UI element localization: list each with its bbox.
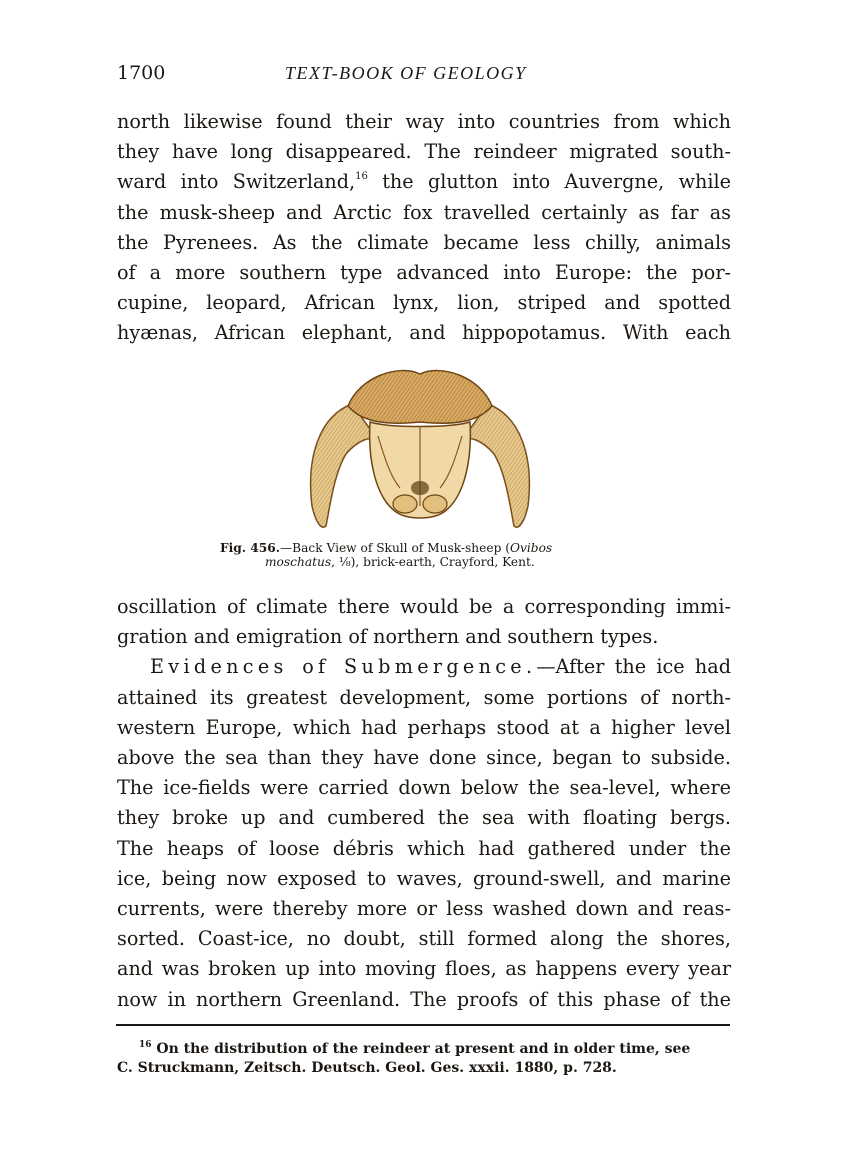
footnote-line-1 bbox=[117, 1040, 729, 1059]
running-head bbox=[117, 62, 732, 88]
text-line: gration and emigration of northern and southern types. bbox=[117, 625, 659, 649]
text-line: attained its greatest development, some portions of north- bbox=[117, 685, 731, 709]
text-line: The heaps of loose débris which had gathered under the bbox=[117, 836, 731, 860]
text-fragment: the glutton into Auvergne, while bbox=[367, 170, 731, 194]
text-line: of a more southern type advanced into Europe: the por- bbox=[117, 261, 731, 285]
text-line: hyænas, African elephant, and hippopotamus. With each bbox=[117, 321, 731, 345]
figure-caption-line-1 bbox=[220, 541, 650, 555]
text-line: sorted. Coast-ice, no doubt, still formed along the shores, bbox=[117, 927, 731, 951]
footnote bbox=[117, 1040, 729, 1078]
section-heading: Evidences of Submergence. bbox=[150, 655, 537, 679]
text-line: they have long disappeared. The reindeer migrated south- bbox=[117, 140, 731, 164]
footnote-text: On the distribution of the reindeer at present and in older time, see bbox=[151, 1041, 691, 1057]
text-line: western Europe, which had perhaps stood at a higher level bbox=[117, 715, 731, 739]
text-line: The ice-fields were carried down below the sea-level, where bbox=[117, 776, 731, 800]
text-line: currents, were thereby more or less washed down and reas- bbox=[117, 897, 731, 921]
text-line: the Pyrenees. As the climate became less chilly, animals bbox=[117, 230, 731, 254]
text-line: the musk-sheep and Arctic fox travelled certainly as far as bbox=[117, 200, 731, 224]
text-line: and was broken up into moving floes, as happens every year bbox=[117, 957, 731, 981]
text-block-upper bbox=[117, 107, 731, 349]
running-title: TEXT-BOOK OF GEOLOGY bbox=[285, 63, 527, 83]
figure-caption-line-2 bbox=[265, 555, 605, 569]
text-line: oscillation of climate there would be a corresponding immi- bbox=[117, 595, 731, 618]
caption-species: moschatus bbox=[265, 555, 332, 569]
footnote-marker: 16 bbox=[139, 1040, 152, 1050]
footnote-line-2: C. Struckmann, Zeitsch. Deutsch. Geol. Ges. xxxii. 1880, p. 728. bbox=[117, 1060, 617, 1076]
text-line: cupine, leopard, African lynx, lion, striped and spotted bbox=[117, 291, 731, 315]
musk-sheep-skull-icon bbox=[300, 356, 540, 536]
text-line: above the sea than they have done since, began to subside. bbox=[117, 746, 731, 770]
caption-text: , ⅛), brick-earth, Crayford, Kent. bbox=[331, 555, 535, 569]
figure-label: Fig. 456. bbox=[220, 541, 280, 555]
text-line-with-footnote-ref bbox=[117, 167, 731, 197]
footnote-divider bbox=[116, 1024, 730, 1026]
text-line: now in northern Greenland. The proofs of this phase of the bbox=[117, 987, 731, 1011]
footnote-reference: 16 bbox=[355, 171, 368, 183]
text-line: ice, being now exposed to waves, ground-swell, and marine bbox=[117, 866, 731, 890]
text-fragment: ward into Switzerland, bbox=[117, 170, 356, 194]
caption-text: —Back View of Skull of Musk-sheep ( bbox=[279, 541, 511, 555]
caption-genus: Ovibos bbox=[510, 541, 553, 555]
text-block-lower bbox=[117, 592, 731, 1015]
section-heading-line bbox=[117, 652, 731, 682]
text-fragment: —After the ice had bbox=[536, 655, 731, 679]
text-line: they broke up and cumbered the sea with floating bergs. bbox=[117, 806, 731, 830]
text-line: north likewise found their way into countries from which bbox=[117, 110, 731, 133]
page-number: 1700 bbox=[117, 62, 166, 84]
